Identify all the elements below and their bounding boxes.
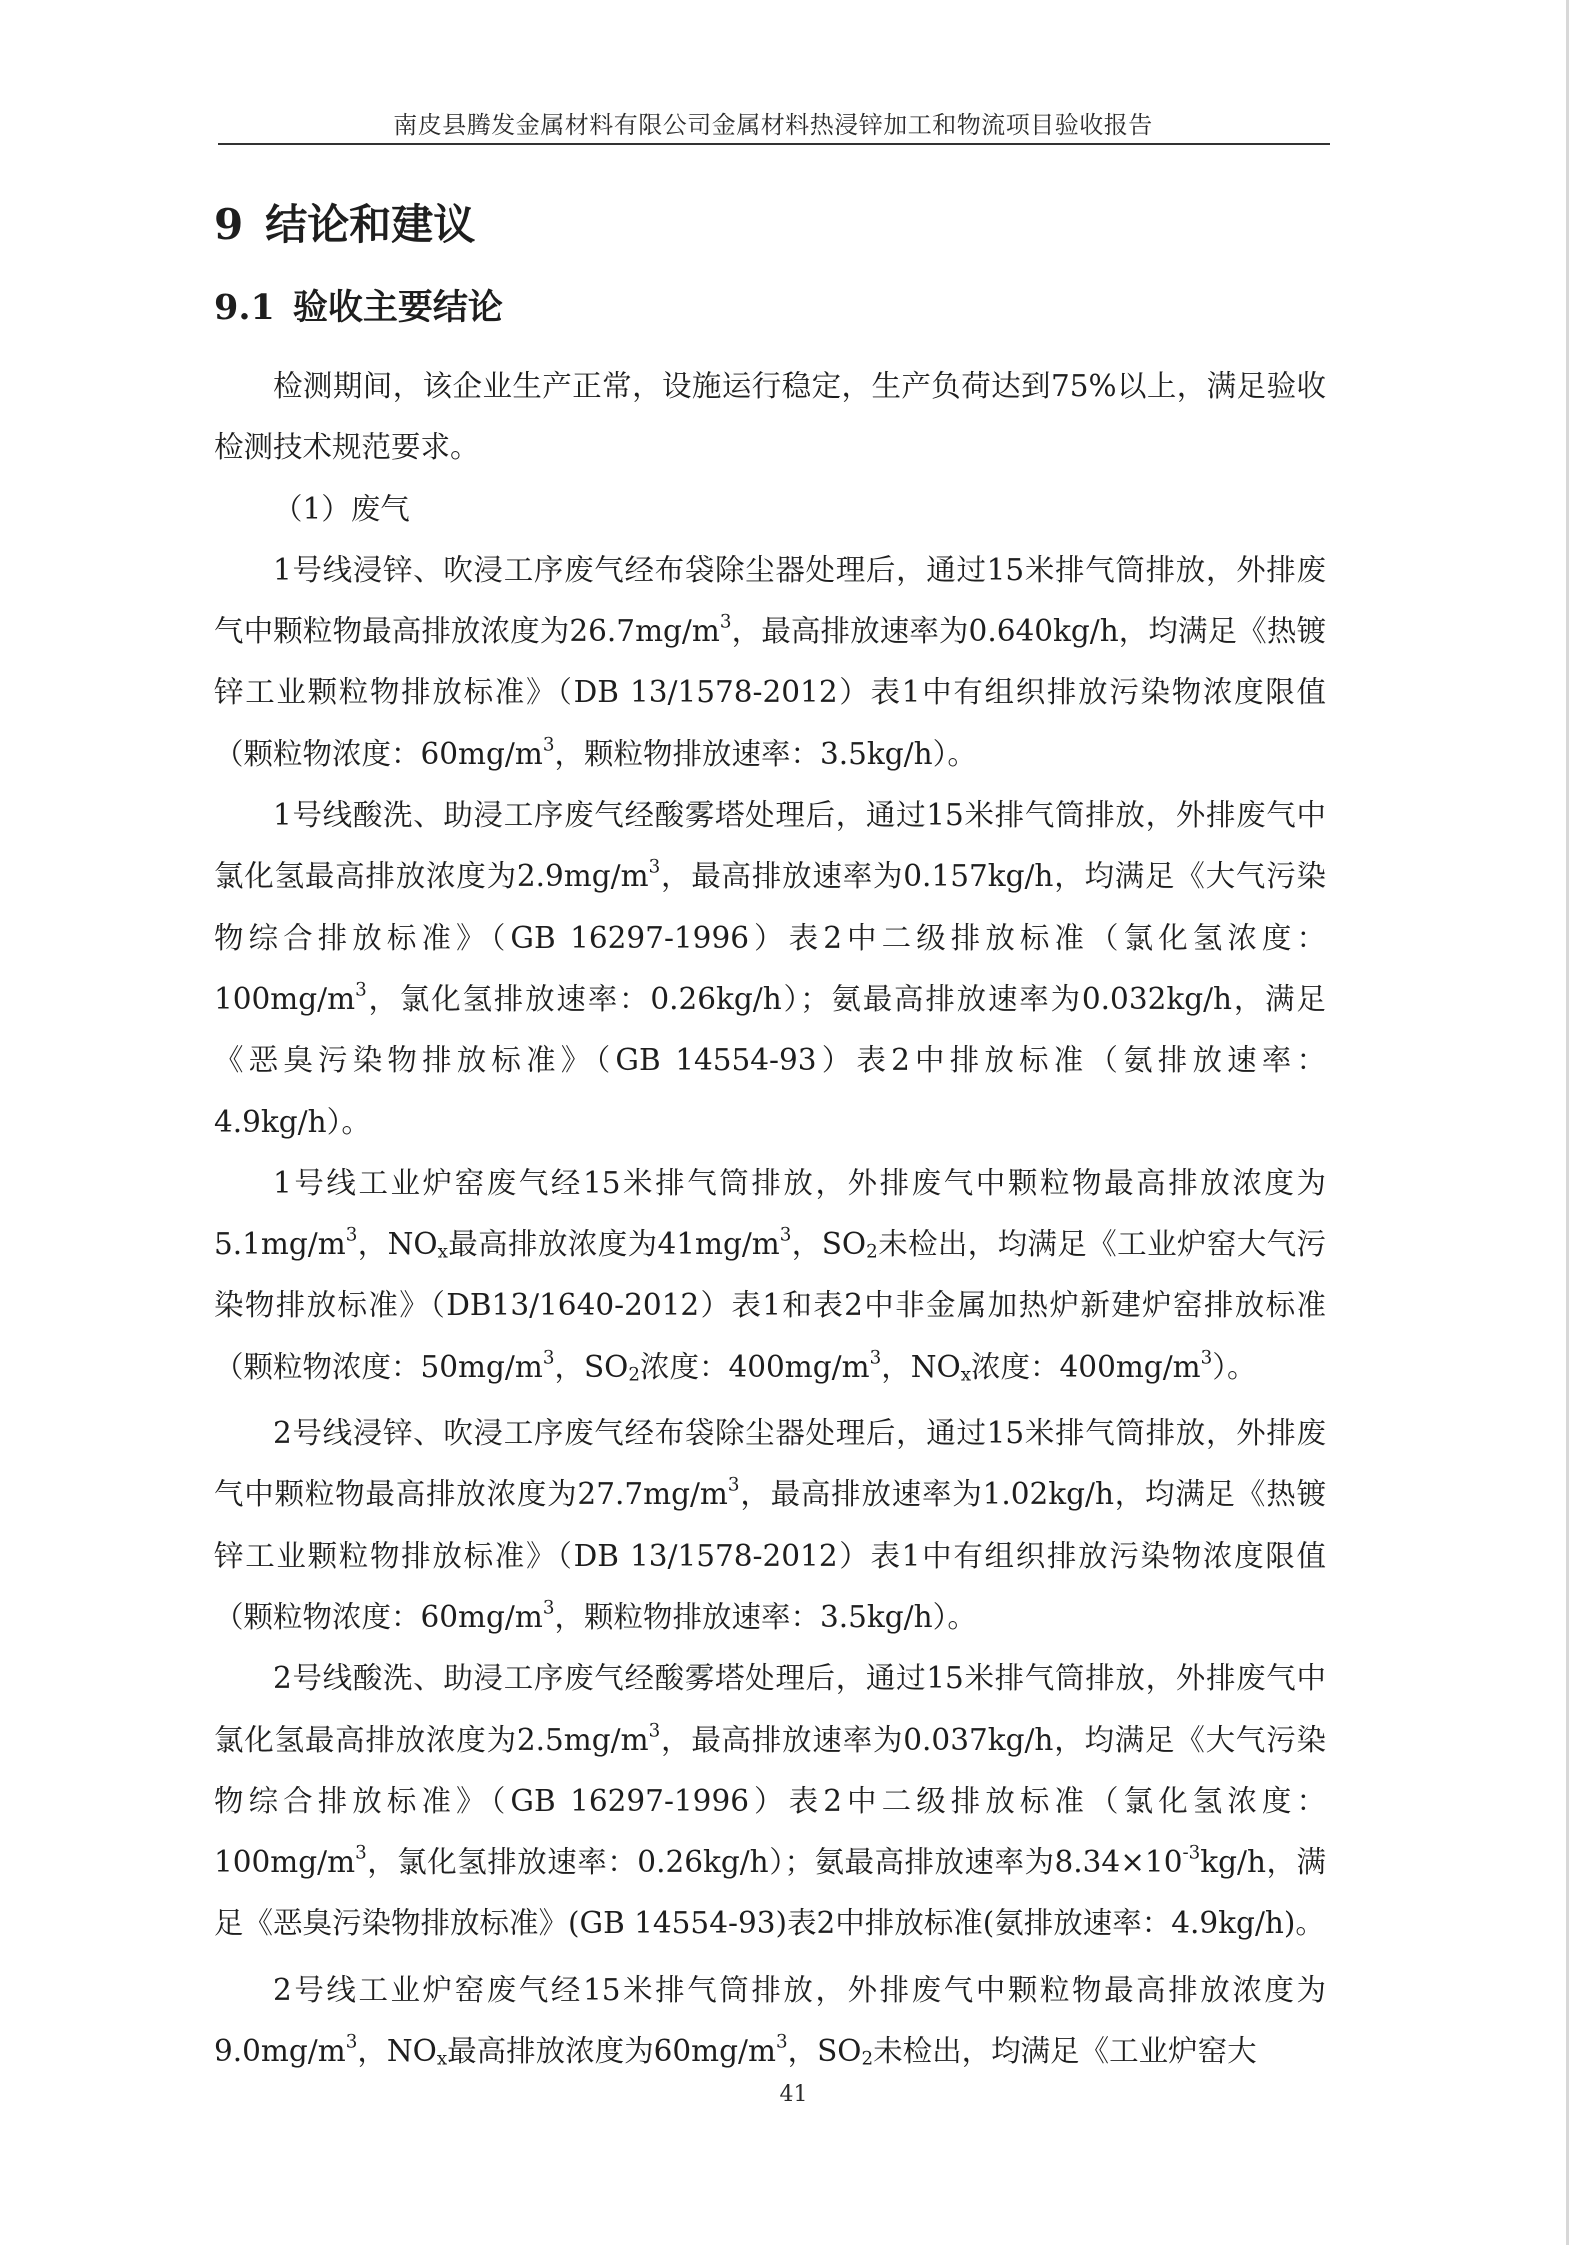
subscript: x <box>437 1241 448 1263</box>
section-heading <box>214 195 475 255</box>
paragraph-p8 <box>214 1960 1326 2083</box>
section-title: 结论和建议 <box>265 200 476 249</box>
text-run: ，最高排放速率为1.02kg/h，均满足《热镀锌工业颗粒物排放标准》（DB 13/1578-2012）表1中有组织排放污染物浓度限值（颗粒物浓度：60mg/m <box>214 1477 1326 1634</box>
superscript: 3 <box>542 734 555 756</box>
superscript: 3 <box>775 2031 788 2053</box>
superscript: -3 <box>1182 1842 1201 1864</box>
paragraph-p5 <box>214 1153 1326 1398</box>
superscript: 3 <box>727 1474 740 1496</box>
superscript: 3 <box>355 1842 367 1864</box>
header-rule <box>218 143 1330 145</box>
paragraph-p3 <box>214 540 1326 785</box>
text-run: ，NO <box>881 1349 961 1384</box>
text-run: ，氯化氢排放速率：0.26kg/h）；氨最高排放速率为8.34×10 <box>366 1845 1183 1880</box>
text-run: 2号线浸锌、吹浸工序废气经布袋除尘器处理后，通过15米排气筒排放，外排废气中颗粒物最高排放浓度为27.7mg/m <box>214 1416 1326 1512</box>
subscript: 2 <box>861 2048 874 2070</box>
subscript: 2 <box>866 1241 878 1263</box>
superscript: 3 <box>648 1719 661 1741</box>
superscript: 3 <box>779 1224 792 1246</box>
superscript: 3 <box>345 2031 358 2053</box>
text-run: ，最高排放速率为0.640kg/h，均满足《热镀锌工业颗粒物排放标准》（DB 13/1578-2012）表1中有组织排放污染物浓度限值（颗粒物浓度：60mg/m <box>214 614 1327 771</box>
subscript: x <box>960 1364 972 1386</box>
subsection-heading <box>214 282 503 334</box>
text-run: ，SO <box>554 1349 629 1384</box>
text-run: ，颗粒物排放速率：3.5kg/h）。 <box>554 736 977 771</box>
text-run: 最高排放浓度为41mg/m <box>447 1227 780 1262</box>
text-run: 2号线酸洗、助浸工序废气经酸雾塔处理后，通过15米排气筒排放，外排废气中氯化氢最高排放浓度为2.5mg/m <box>214 1661 1326 1757</box>
paragraph-p4 <box>214 785 1326 1153</box>
superscript: 3 <box>869 1347 882 1369</box>
superscript: 3 <box>355 979 367 1001</box>
text-run: 未检出，均满足《工业炉窑大气污染物排放标准》（DB13/1640-2012）表1和表2中非金属加热炉新建炉窑排放标准（颗粒物浓度：50mg/m <box>214 1227 1326 1384</box>
text-run: 1号线工业炉窑废气经15米排气筒排放，外排废气中颗粒物最高排放浓度为5.1mg/m <box>214 1165 1326 1262</box>
text-run: ，最高排放速率为0.157kg/h，均满足《大气污染物综合排放标准》（GB 16297-1996）表2中二级排放标准（氯化氢浓度：100mg/m <box>214 859 1327 1016</box>
superscript: 3 <box>1200 1347 1213 1369</box>
text-run: ，SO <box>787 2034 862 2069</box>
text-run: ，NO <box>357 1227 438 1262</box>
text-run: 检测期间，该企业生产正常，设施运行稳定，生产负荷达到75%以上，满足验收检测技术规范要求。 <box>214 369 1326 465</box>
paragraph-p1 <box>214 356 1326 479</box>
superscript: 3 <box>648 856 661 878</box>
text-run: 浓度：400mg/m <box>640 1349 870 1384</box>
superscript: 3 <box>542 1597 555 1619</box>
text-run: ，氯化氢排放速率：0.26kg/h）；氨最高排放速率为0.032kg/h，满足《恶臭污染物排放标准》（GB 14554-93）表2中排放标准（氨排放速率：4.9kg/h）。 <box>214 981 1326 1139</box>
paragraph-p2 <box>214 479 1326 540</box>
subsection-number: 9.1 <box>214 287 275 328</box>
text-run: kg/h，满足《恶臭污染物排放标准》(GB 14554-93)表2中排放标准(氨排放速率：4.9kg/h)。 <box>214 1845 1326 1941</box>
text-run: 浓度：400mg/m <box>971 1349 1201 1384</box>
section-number: 9 <box>214 200 244 249</box>
subscript: 2 <box>628 1364 640 1386</box>
text-run: 1号线酸洗、助浸工序废气经酸雾塔处理后，通过15米排气筒排放，外排废气中氯化氢最高排放浓度为2.9mg/m <box>214 798 1326 894</box>
subscript: x <box>436 2048 448 2070</box>
subsection-title: 验收主要结论 <box>292 287 503 328</box>
text-run: 最高排放浓度为60mg/m <box>447 2034 776 2069</box>
text-run: 2号线工业炉窑废气经15米排气筒排放，外排废气中颗粒物最高排放浓度为9.0mg/m <box>214 1972 1326 2069</box>
text-run: 未检出，均满足《工业炉窑大 <box>873 2034 1257 2069</box>
superscript: 3 <box>542 1347 555 1369</box>
page-edge-line <box>1566 0 1569 2245</box>
superscript: 3 <box>719 611 732 633</box>
paragraph-p6 <box>214 1403 1326 1648</box>
text-run: ，NO <box>357 2034 437 2069</box>
body-text <box>214 356 1326 2082</box>
text-run: ，颗粒物排放速率：3.5kg/h）。 <box>554 1599 977 1634</box>
text-run: ，最高排放速率为0.037kg/h，均满足《大气污染物综合排放标准》（GB 16297-1996）表2中二级排放标准（氯化氢浓度：100mg/m <box>214 1722 1327 1880</box>
running-header: 南皮县腾发金属材料有限公司金属材料热浸锌加工和物流项目验收报告 <box>393 111 1153 139</box>
superscript: 3 <box>345 1224 358 1246</box>
text-run: ）。 <box>1212 1349 1257 1384</box>
paragraph-p7 <box>214 1648 1326 1954</box>
text-run: 1号线浸锌、吹浸工序废气经布袋除尘器处理后，通过15米排气筒排放，外排废气中颗粒物最高排放浓度为26.7mg/m <box>214 552 1326 649</box>
text-run: ，SO <box>791 1227 867 1262</box>
page-number: 41 <box>779 2082 808 2107</box>
text-run: （1）废气 <box>273 491 410 526</box>
